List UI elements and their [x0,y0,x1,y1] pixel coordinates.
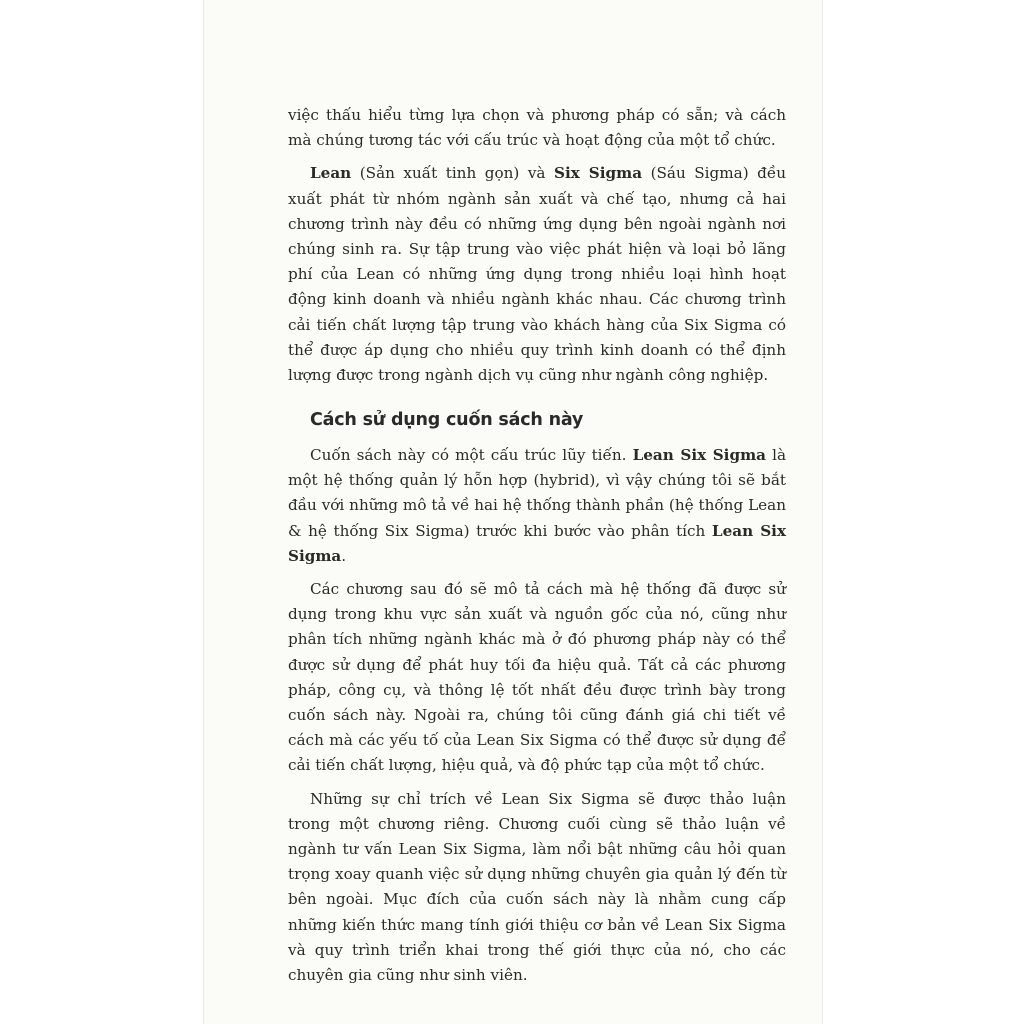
paragraph-1: việc thấu hiểu từng lựa chọn và phương pháp có sẵn; và cách mà chúng tương tác với cấu trúc và hoạt động của một tổ chức. [288,106,786,150]
paragraph-5: Những sự chỉ trích về Lean Six Sigma sẽ được thảo luận trong một chương riêng. Chương cuối cùng sẽ thảo luận về ngành tư vấn Lean Six Sigma, làm nổi bật những câu hỏi quan trọng xoay quanh việc sử dụng những chuyên gia quản lý đến từ bên ngoài. Mục đích của cuốn sách này là nhằm cung cấp những kiến thức mang tính giới thiệu cơ bản về Lean Six Sigma và quy trình triển khai trong thế giới thực của nó, cho các chuyên gia cũng như sinh viên. [288,789,786,985]
paragraph-3: Cuốn sách này có một cấu trúc lũy tiến. Lean Six Sigma là một hệ thống quản lý hỗn hợp (hybrid), vì vậy chúng tôi sẽ bắt đầu với những mô tả về hai hệ thống thành phần (hệ thống Lean & hệ thống Six Sigma) trước khi bước vào phân tích Lean Six Sigma. [288,446,786,565]
paragraph-2: Lean (Sản xuất tinh gọn) và Six Sigma (Sáu Sigma) đều xuất phát từ nhóm ngành sản xuất và chế tạo, nhưng cả hai chương trình này đều có những ứng dụng bên ngoài ngành nơi chúng sinh ra. Sự tập trung vào việc phát hiện và loại bỏ lãng phí của Lean có những ứng dụng trong nhiều loại hình hoạt động kinh doanh và nhiều ngành khác nhau. Các chương trình cải tiến chất lượng tập trung vào khách hàng của Six Sigma có thể được áp dụng cho nhiều quy trình kinh doanh có thể định lượng được trong ngành dịch vụ cũng như ngành công nghiệp. [288,164,786,385]
text-block-bottom [288,443,786,996]
term-six-sigma: Six Sigma [554,164,643,183]
text-block-top [288,103,786,396]
book-page [204,0,822,1024]
paragraph-4: Các chương sau đó sẽ mô tả cách mà hệ thống đã được sử dụng trong khu vực sản xuất và nguồn gốc của nó, cũng như phân tích những ngành khác mà ở đó phương pháp này có thể được sử dụng để phát huy tối đa hiệu quả. Tất cả các phương pháp, công cụ, và thông lệ tốt nhất đều được trình bày trong cuốn sách này. Ngoài ra, chúng tôi cũng đánh giá chi tiết về cách mà các yếu tố của Lean Six Sigma có thể được sử dụng để cải tiến chất lượng, hiệu quả, và độ phức tạp của một tổ chức. [288,580,786,775]
term-lean: Lean [310,164,352,183]
term-lean-six-sigma: Lean Six Sigma [632,446,766,464]
section-heading: Cách sử dụng cuốn sách này [310,410,584,430]
term-lean-six-sigma: Lean Six Sigma [288,521,786,565]
